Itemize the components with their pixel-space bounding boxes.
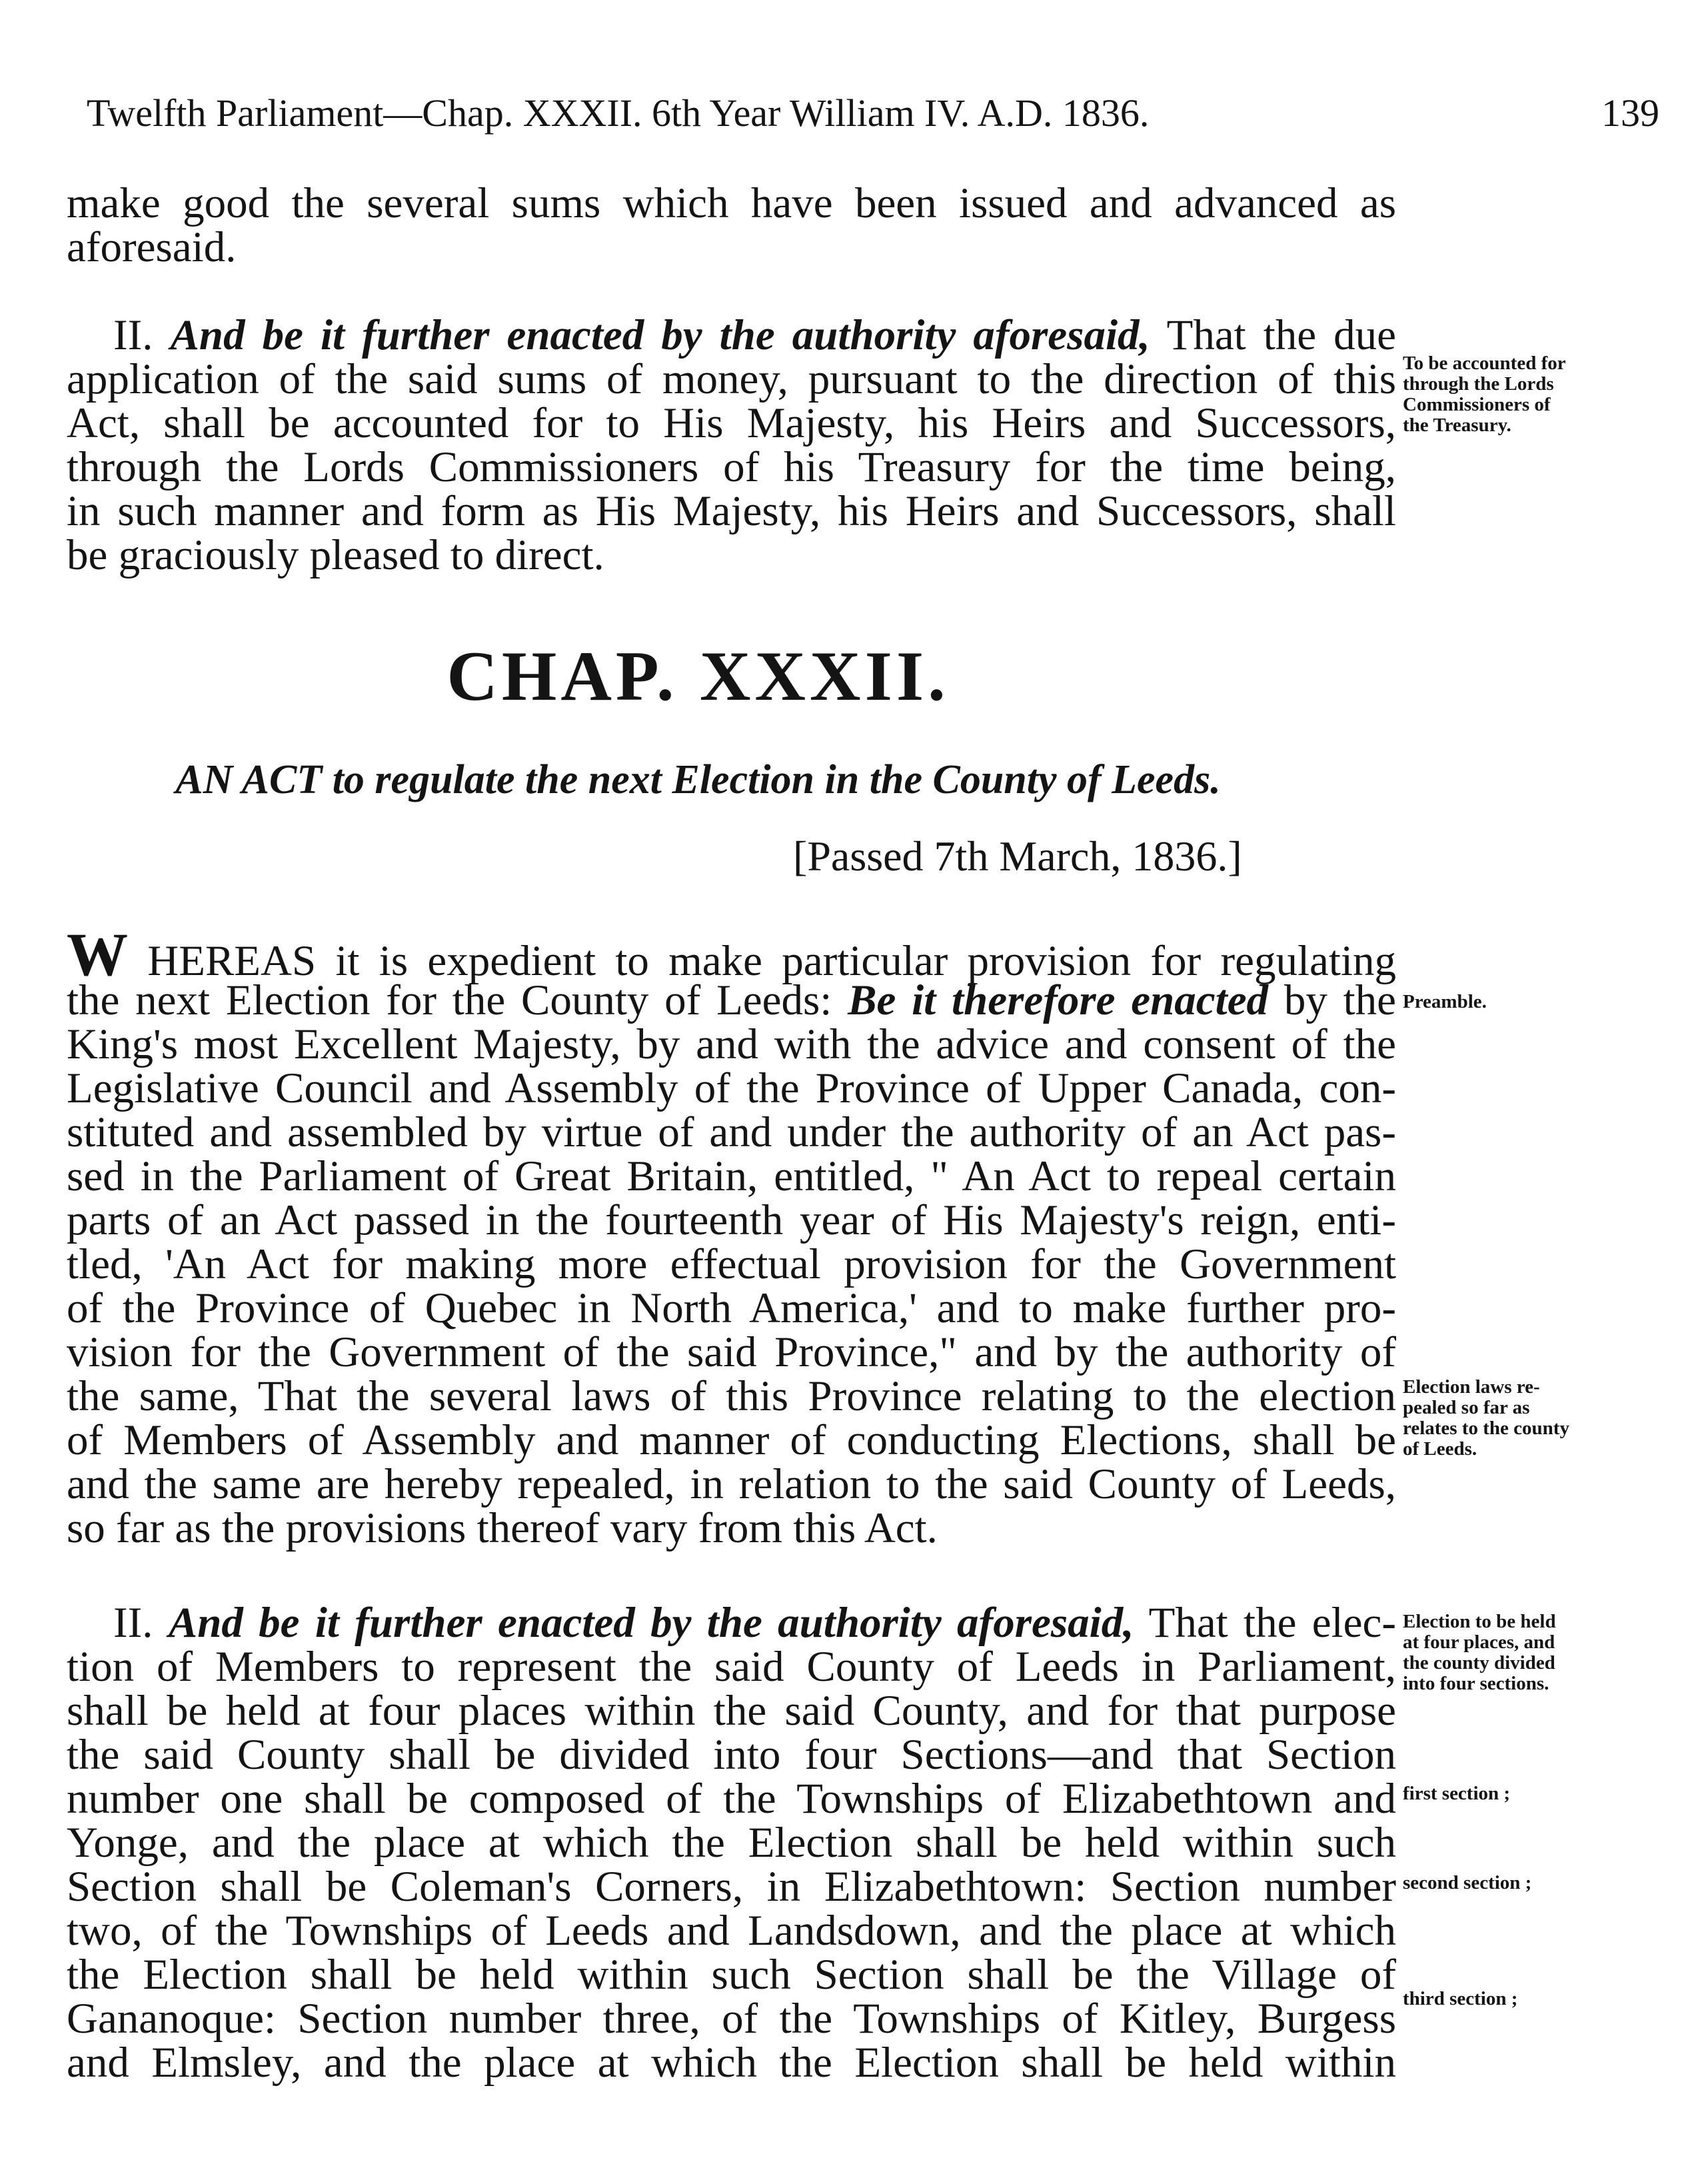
body-line: and Elmsley, and the place at which the Election shall be held within: [67, 2039, 1396, 2087]
body-line: through the Lords Commissioners of his Treasury for the time being,: [67, 443, 1396, 491]
chapter-title: CHAP. XXXII.: [446, 637, 950, 715]
passed-date: [Passed 7th March, 1836.]: [793, 832, 1242, 880]
body-line: tion of Members to represent the said County of Leeds in Parliament,: [67, 1643, 1396, 1691]
body-text: HEREAS it is expedient to make particular provision for regulating: [147, 937, 1397, 985]
enacting-clause: And be it further enacted by the authority aforesaid,: [170, 311, 1150, 359]
preamble-second-line: [67, 978, 1396, 1022]
body-text: by the: [1283, 976, 1397, 1024]
body-line: and the same are hereby repealed, in relation to the said County of Leeds,: [67, 1460, 1396, 1508]
section-numeral: II.: [113, 311, 153, 359]
body-line: shall be held at four places within the said County, and for that purpose: [67, 1687, 1396, 1735]
body-line: Section shall be Coleman's Corners, in Elizabethtown: Section number: [67, 1863, 1396, 1911]
body-line: the said County shall be divided into four Sections—and that Section: [67, 1731, 1396, 1779]
marginal-note-repeal: Election laws re- pealed so far as relates to the county of Leeds.: [1403, 1376, 1569, 1460]
section-numeral: II.: [113, 1599, 153, 1647]
body-line: in such manner and form as His Majesty, his Heirs and Successors, shall: [67, 487, 1396, 535]
body-line: the Election shall be held within such Section shall be the Village of: [67, 1951, 1396, 1999]
marginal-note-first-section: first section ;: [1403, 1783, 1511, 1804]
body-line: Act, shall be accounted for to His Majesty, his Heirs and Successors,: [67, 399, 1396, 447]
enacting-clause: And be it further enacted by the authority aforesaid,: [168, 1599, 1134, 1647]
body-line: two, of the Townships of Leeds and Landsdown, and the place at which: [67, 1907, 1396, 1955]
enacting-formula: Be it therefore enacted: [848, 976, 1269, 1024]
body-line: of the Province of Quebec in North America,' and to make further pro-: [67, 1284, 1396, 1332]
body-line: tled, 'An Act for making more effectual provision for the Government: [67, 1240, 1396, 1288]
body-line: so far as the provisions thereof vary from this Act.: [67, 1504, 938, 1552]
body-line: the same, That the several laws of this Province relating to the election: [67, 1372, 1396, 1420]
section-heading-line: [113, 313, 1396, 357]
body-line: of Members of Assembly and manner of conducting Elections, shall be: [67, 1416, 1396, 1464]
body-line: aforesaid.: [67, 223, 237, 271]
section-heading-line: [113, 1601, 1396, 1645]
act-title: AN ACT to regulate the next Election in the County of Leeds.: [175, 757, 1221, 802]
drop-cap: W: [67, 920, 128, 988]
body-line: Legislative Council and Assembly of the Province of Upper Canada, con-: [67, 1064, 1396, 1112]
body-line: parts of an Act passed in the fourteenth year of His Majesty's reign, enti-: [67, 1196, 1396, 1244]
page-number: 139: [1601, 91, 1659, 135]
marginal-note-third-section: third section ;: [1403, 1988, 1518, 2009]
body-line: be graciously pleased to direct.: [67, 531, 604, 579]
body-line: Yonge, and the place at which the Election shall be held within such: [67, 1819, 1396, 1867]
marginal-note-second-section: second section ;: [1403, 1872, 1532, 1893]
body-line: vision for the Government of the said Province," and by the authority of: [67, 1328, 1396, 1376]
body-line: stituted and assembled by virtue of and under the authority of an Act pas-: [67, 1108, 1396, 1156]
marginal-note-treasury: To be accounted for through the Lords Commissioners of the Treasury.: [1403, 353, 1566, 436]
body-line: application of the said sums of money, pursuant to the direction of this: [67, 355, 1396, 403]
body-line: number one shall be composed of the Townships of Elizabethtown and: [67, 1775, 1396, 1823]
body-text: That the due: [1166, 311, 1397, 359]
marginal-note-four-places: Election to be held at four places, and the county divided into four sections.: [1403, 1611, 1556, 1694]
body-text: That the elec-: [1148, 1599, 1397, 1647]
body-line: make good the several sums which have been issued and advanced as: [67, 179, 1396, 227]
marginal-note-preamble: Preamble.: [1403, 991, 1487, 1012]
running-head: Twelfth Parliament—Chap. XXXII. 6th Year William IV. A.D. 1836.: [87, 91, 1150, 135]
body-text: the next Election for the County of Leeds:: [67, 976, 832, 1024]
body-line: sed in the Parliament of Great Britain, entitled, " An Act to repeal certain: [67, 1152, 1396, 1200]
body-line: King's most Excellent Majesty, by and with the advice and consent of the: [67, 1020, 1396, 1068]
body-line: Gananoque: Section number three, of the Townships of Kitley, Burgess: [67, 1995, 1396, 2043]
